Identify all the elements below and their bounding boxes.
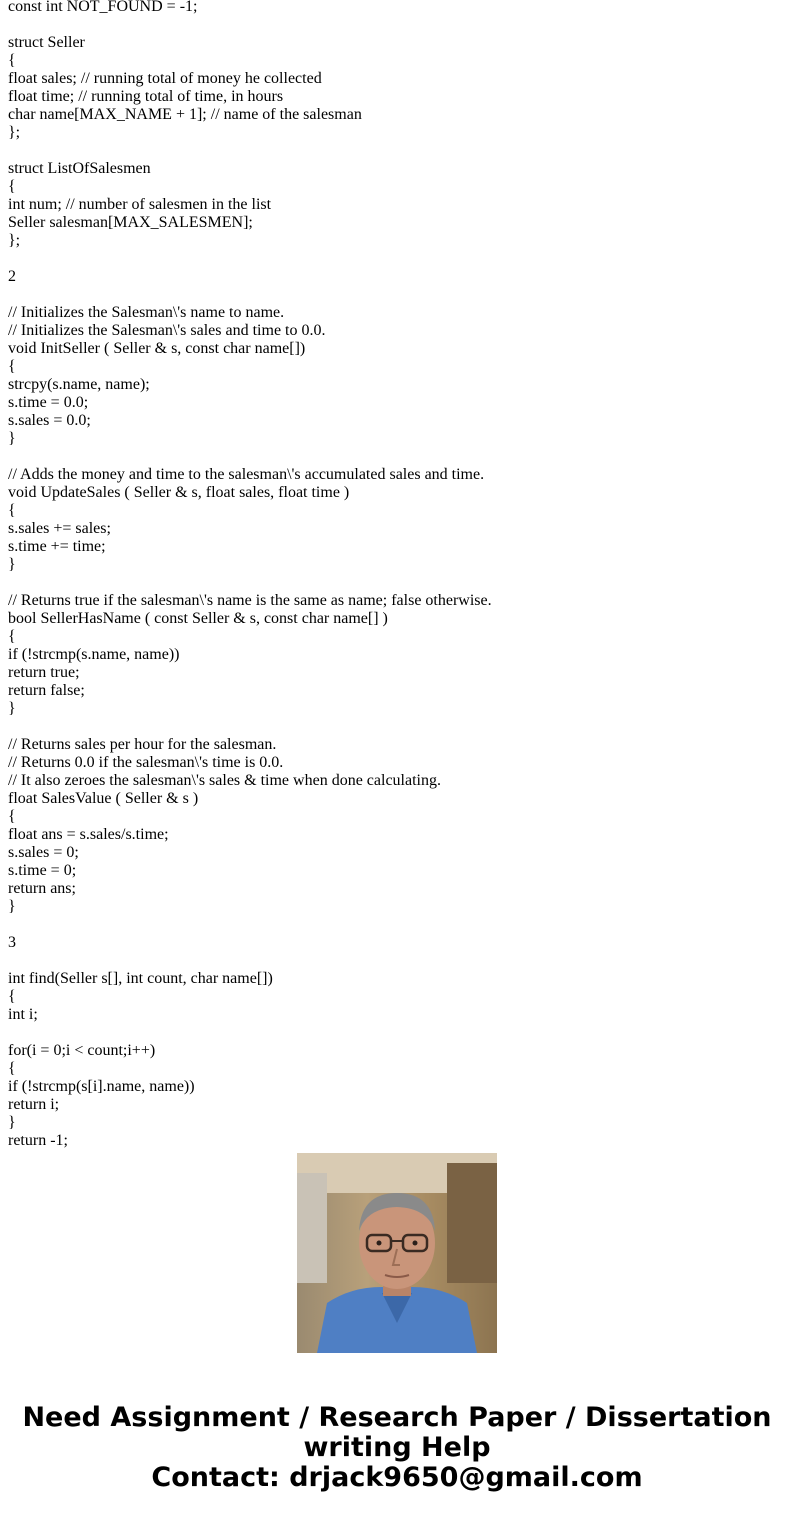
code-line: { — [8, 178, 16, 195]
code-line — [8, 574, 788, 592]
author-avatar — [297, 1153, 497, 1353]
code-line: s.sales = 0; — [8, 844, 79, 861]
code-line: // Initializes the Salesman\'s sales and time to 0.0. — [8, 322, 326, 339]
promo-line-2: writing Help — [303, 1432, 491, 1463]
code-line: } — [8, 1114, 16, 1131]
code-line: 2 — [8, 268, 16, 285]
code-line: } — [8, 898, 16, 915]
code-line: // It also zeroes the salesman\'s sales & time when done calculating. — [8, 772, 441, 789]
code-line: float ans = s.sales/s.time; — [8, 826, 169, 843]
code-line — [8, 142, 788, 160]
code-line: for(i = 0;i < count;i++) — [8, 1042, 156, 1059]
code-line: Seller salesman[MAX_SALESMEN]; — [8, 214, 253, 231]
code-line: float sales; // running total of money he collected — [8, 70, 322, 87]
code-line: struct ListOfSalesmen — [8, 160, 151, 177]
code-line — [8, 718, 788, 736]
code-line — [8, 448, 788, 466]
code-line: { — [8, 808, 16, 825]
code-line: return true; — [8, 664, 80, 681]
code-line: return i; — [8, 1096, 60, 1113]
code-listing — [8, 0, 788, 1149]
code-line: strcpy(s.name, name); — [8, 376, 150, 393]
code-line: { — [8, 1060, 16, 1077]
code-line: char name[MAX_NAME + 1]; // name of the salesman — [8, 106, 362, 123]
code-line: // Returns sales per hour for the salesman. — [8, 736, 277, 753]
code-line: return -1; — [8, 1132, 68, 1149]
code-line: void InitSeller ( Seller & s, const char name[]) — [8, 340, 306, 357]
code-line: { — [8, 358, 16, 375]
code-line: return ans; — [8, 880, 76, 897]
code-line — [8, 16, 788, 34]
code-line: if (!strcmp(s.name, name)) — [8, 646, 180, 663]
code-line — [8, 1024, 788, 1042]
code-line: int num; // number of salesmen in the list — [8, 196, 272, 213]
code-line — [8, 952, 788, 970]
code-line: void UpdateSales ( Seller & s, float sales, float time ) — [8, 484, 350, 501]
code-line: { — [8, 628, 16, 645]
code-line: return false; — [8, 682, 85, 699]
code-line: bool SellerHasName ( const Seller & s, const char name[] ) — [8, 610, 388, 627]
code-line: s.time = 0; — [8, 862, 77, 879]
code-line: 3 — [8, 934, 16, 951]
person-photo-icon — [297, 1153, 497, 1353]
code-line: struct Seller — [8, 34, 85, 51]
code-line: }; — [8, 124, 21, 141]
code-line: { — [8, 502, 16, 519]
code-line — [8, 250, 788, 268]
code-line: } — [8, 700, 16, 717]
code-line: if (!strcmp(s[i].name, name)) — [8, 1078, 195, 1095]
code-line: s.sales += sales; — [8, 520, 111, 537]
code-line: float SalesValue ( Seller & s ) — [8, 790, 199, 807]
code-line: // Returns true if the salesman\'s name is the same as name; false otherwise. — [8, 592, 492, 609]
code-line: { — [8, 988, 16, 1005]
code-line: }; — [8, 232, 21, 249]
promo-contact: Contact: drjack9650@gmail.com — [151, 1462, 643, 1493]
code-line: int find(Seller s[], int count, char name[]) — [8, 970, 273, 987]
code-line: s.time += time; — [8, 538, 106, 555]
code-line: const int NOT_FOUND = -1; — [8, 0, 198, 15]
code-line: int i; — [8, 1006, 38, 1023]
code-line: // Initializes the Salesman\'s name to name. — [8, 304, 285, 321]
code-line: } — [8, 430, 16, 447]
code-line — [8, 286, 788, 304]
code-line: { — [8, 52, 16, 69]
promo-line-1: Need Assignment / Research Paper / Dissertation — [22, 1402, 772, 1433]
code-line: s.sales = 0.0; — [8, 412, 91, 429]
promo-banner — [0, 1403, 794, 1493]
code-line: } — [8, 556, 16, 573]
code-line: float time; // running total of time, in hours — [8, 88, 284, 105]
code-line: s.time = 0.0; — [8, 394, 89, 411]
code-line — [8, 916, 788, 934]
code-line: // Returns 0.0 if the salesman\'s time is 0.0. — [8, 754, 284, 771]
code-line: // Adds the money and time to the salesman\'s accumulated sales and time. — [8, 466, 485, 483]
